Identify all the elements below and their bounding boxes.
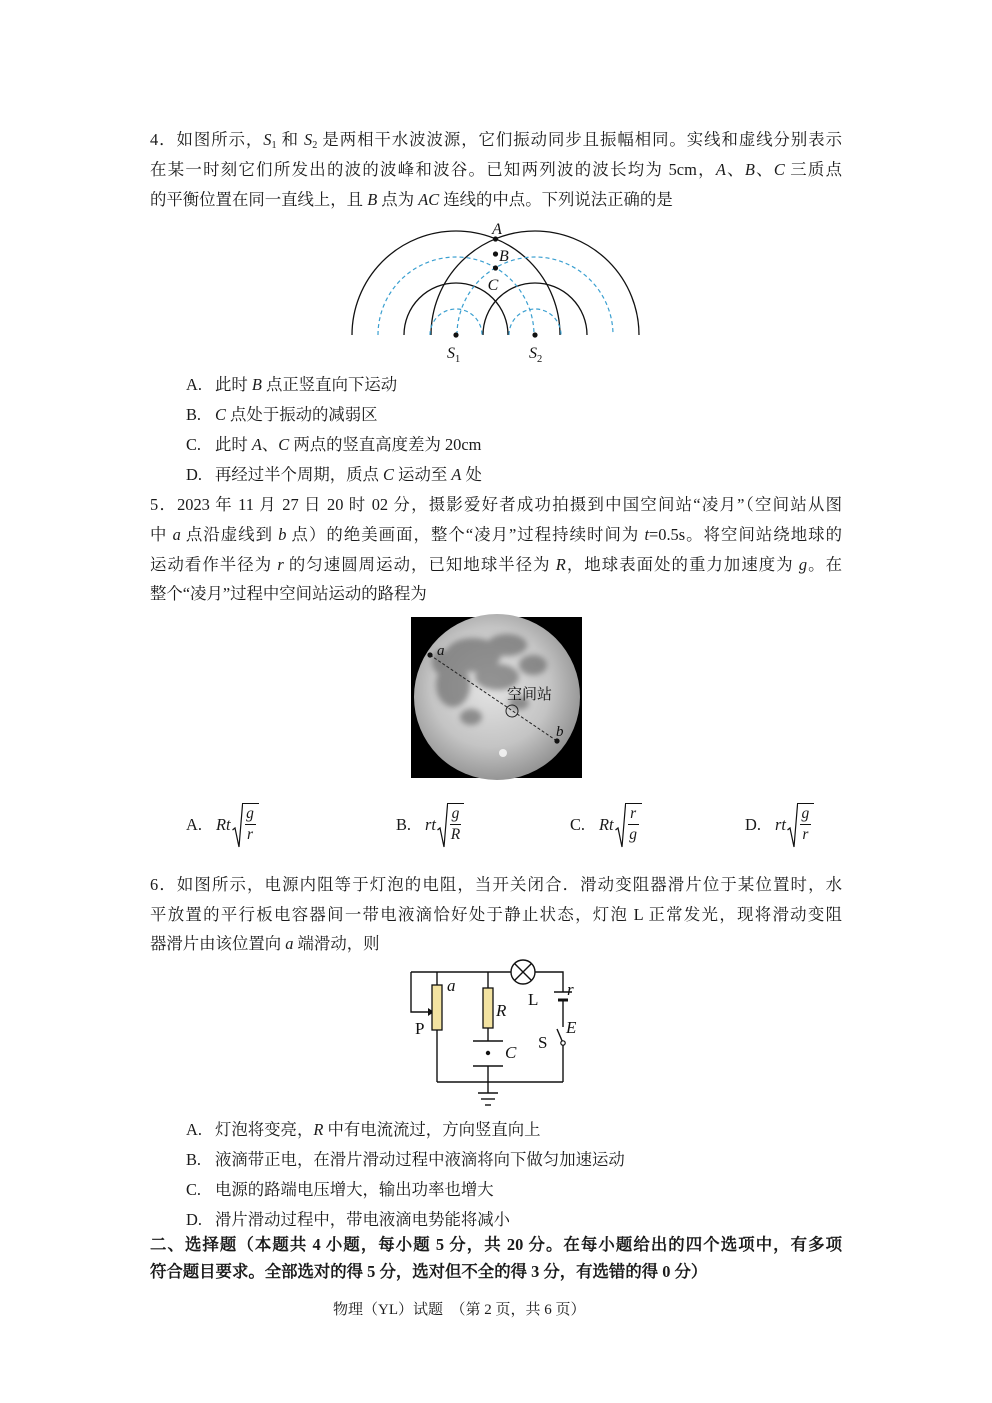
trough-arc-s2-inner <box>509 309 561 335</box>
source-s2-label <box>529 345 542 365</box>
space-station-label: 空间站 <box>507 687 553 703</box>
q5-option-d <box>745 801 814 849</box>
q6-option-c <box>186 1179 494 1201</box>
italic-symbol: S <box>263 130 272 149</box>
section-2-heading-line-2: 符合题目要求。全部选对的得 5 分，选对但不全的得 3 分，有选错的得 0 分） <box>150 1262 708 1281</box>
q4-option-b <box>186 404 378 426</box>
option-text: 灯泡将变亮，R 中有电流流过，方向竖直向上 <box>215 1120 541 1139</box>
moon-transit-photo <box>411 617 582 778</box>
q6-option-b <box>186 1149 625 1171</box>
fraction-denominator: r <box>246 826 254 844</box>
point-b-label: B <box>499 248 509 265</box>
option-text: 此时 B 点正竖直向下运动 <box>215 375 398 394</box>
q4-stem-line-3: 的平衡位置在同一直线上，且 B 点为 AC 连线的中点。下列说法正确的是 <box>150 190 673 209</box>
rheostat <box>432 985 442 1030</box>
point-c-label: C <box>487 277 499 294</box>
source-s1-symbol: S <box>447 345 455 362</box>
q4-option-c <box>186 434 481 456</box>
italic-symbol: C <box>773 160 785 179</box>
internal-resistance-label: r <box>567 980 574 999</box>
q4-stem-line-2: 在某一时刻它们所发出的波的波峰和波谷。已知两列波的波长均为 5cm，A、B、C 三质点 <box>150 160 843 179</box>
q6-stem-line-3: 器滑片由该位置向 a 端滑动，则 <box>150 934 380 953</box>
italic-symbol: g <box>798 555 808 574</box>
fraction-bar <box>800 824 811 825</box>
point-a-label: a <box>437 643 445 659</box>
page-footer: 物理（YL）试题 （第 2 页，共 6 页） <box>333 1302 586 1318</box>
option-letter: B. <box>186 405 202 424</box>
option-letter: A. <box>186 375 202 394</box>
option-letter: C. <box>186 435 202 454</box>
italic-symbol: B <box>367 190 378 209</box>
bright-crater <box>499 749 507 757</box>
italic-symbol: A <box>251 435 262 454</box>
option-text: 再经过半个周期，质点 C 运动至 A 处 <box>215 465 482 484</box>
option-text: 液滴带正电，在滑片滑动过程中液滴将向下做匀加速运动 <box>215 1150 625 1169</box>
formula-coefficient: rt <box>425 815 436 834</box>
fraction-numerator: g <box>451 805 460 822</box>
fraction-bar <box>245 824 256 825</box>
italic-symbol: a <box>172 525 181 544</box>
radicand-fraction <box>797 803 814 843</box>
subscript: 2 <box>312 140 318 152</box>
italic-symbol: a <box>285 934 294 953</box>
fraction-numerator: r <box>630 805 637 822</box>
italic-symbol: b <box>278 525 287 544</box>
italic-symbol: B <box>251 375 262 394</box>
lamp-l-label: L <box>528 990 539 1009</box>
q6-option-d <box>186 1209 510 1231</box>
fraction-bar <box>628 824 639 825</box>
crest-arc-s2-inner <box>483 283 587 335</box>
point-c-dot <box>493 265 498 270</box>
option-letter: D. <box>745 815 761 834</box>
resistor-r <box>483 988 493 1028</box>
source-s1-dot <box>453 332 458 337</box>
option-text: 电源的路端电压增大，输出功率也增大 <box>215 1180 494 1199</box>
q5-stem-line-2: 中 a 点沿虚线到 b 点）的绝美画面，整个“凌月”过程持续时间为 t=0.5s。将空间站绕地球的 <box>150 525 842 544</box>
option-letter: B. <box>396 815 412 834</box>
source-s2-subscript: 2 <box>537 354 543 365</box>
formula-coefficient: Rt <box>215 815 231 834</box>
switch-icon <box>557 1029 565 1045</box>
option-letter: A. <box>186 1120 202 1139</box>
point-b-label: b <box>556 724 564 740</box>
fraction-denominator: R <box>450 826 461 844</box>
italic-symbol: AC <box>418 190 440 209</box>
q5-stem-line-3: 运动看作半径为 r 的匀速圆周运动，已知地球半径为 R，地球表面处的重力加速度为 g。在 <box>150 555 842 574</box>
italic-symbol: A <box>715 160 726 179</box>
option-letter: A. <box>186 815 202 834</box>
option-text: 滑片滑动过程中，带电液滴电势能将减小 <box>215 1210 511 1229</box>
slider-wire <box>411 972 428 1012</box>
radicand-fraction <box>242 803 259 843</box>
option-letter: D. <box>186 465 202 484</box>
option-letter: B. <box>186 1150 202 1169</box>
option-letter: D. <box>186 1210 202 1229</box>
fraction-numerator: g <box>801 805 810 822</box>
formula-coefficient: Rt <box>599 815 614 834</box>
italic-symbol: t <box>644 525 650 544</box>
option-text: C 点处于振动的减弱区 <box>215 405 378 424</box>
italic-symbol: C <box>278 435 290 454</box>
point-a-label: A <box>492 221 502 238</box>
option-text: 此时 A、C 两点的竖直高度差为 20cm <box>215 435 482 454</box>
fraction-numerator: g <box>246 805 254 822</box>
italic-symbol: C <box>215 405 226 424</box>
q6-stem-line-2: 平放置的平行板电容器间一带电液滴恰好处于静止状态，灯泡 L 正常发光，现将滑动变阻 <box>150 905 842 924</box>
charged-droplet <box>486 1051 490 1055</box>
q6-stem-line-1: 6．如图所示，电源内阻等于灯泡的电阻，当开关闭合．滑动变阻器滑片位于某位置时，水 <box>150 875 842 894</box>
wave-interference-figure <box>340 215 650 365</box>
fraction-denominator: r <box>802 826 809 844</box>
q5-stem-line-4: 整个“凌月”过程中空间站运动的路程为 <box>150 584 427 603</box>
subscript: 1 <box>271 140 277 152</box>
ground-icon <box>478 1082 498 1105</box>
q4-stem-line-1: 4．如图所示，$S_1$ 和 $S_2$ 是两相干水波波源，它们振动同步且振幅相同。实线和虚线分别表示 <box>150 130 842 152</box>
source-s1-label <box>447 345 460 365</box>
slider-p-label: P <box>415 1019 425 1038</box>
fraction-bar <box>450 824 461 825</box>
fraction-denominator: g <box>629 826 637 844</box>
point-b-dot <box>493 251 498 256</box>
trough-arc-s2-outer <box>457 257 613 335</box>
q5-stem-line-1: 5．2023 年 11 月 27 日 20 时 02 分，摄影爱好者成功拍摄到中国空间站“凌月”（空间站从图 <box>150 495 842 514</box>
switch-s-label: S <box>538 1033 548 1052</box>
source-s2-symbol: S <box>529 345 537 362</box>
formula-coefficient: rt <box>774 815 786 834</box>
trough-arc-s1-inner <box>430 309 482 335</box>
resistor-r-label: R <box>496 1001 507 1020</box>
italic-symbol: A <box>451 465 462 484</box>
mare-patch <box>519 655 547 675</box>
italic-symbol: S <box>304 130 313 149</box>
q5-option-b <box>396 801 464 849</box>
top-wire-right <box>535 972 563 992</box>
italic-symbol: B <box>744 160 755 179</box>
q5-option-c <box>570 801 642 849</box>
q5-option-a <box>186 801 259 849</box>
capacitor-c-label: C <box>505 1043 517 1062</box>
mare-patch <box>460 709 482 725</box>
q4-option-d <box>186 464 482 486</box>
mare-patch <box>487 634 527 656</box>
source-s2-dot <box>532 332 537 337</box>
lamp-icon <box>511 960 535 984</box>
emf-e-label: E <box>566 1018 577 1037</box>
circuit-diagram <box>400 960 585 1115</box>
italic-symbol: r <box>277 555 284 574</box>
rheostat-end-a-label: a <box>447 976 456 995</box>
q4-option-a <box>186 374 397 396</box>
italic-symbol: C <box>383 465 394 484</box>
italic-symbol: R <box>555 555 566 574</box>
radicand-fraction <box>447 803 464 843</box>
q6-option-a <box>186 1119 541 1141</box>
source-s1-subscript: 1 <box>455 354 461 365</box>
trough-arc-s1-outer <box>378 257 534 335</box>
radicand-fraction <box>625 803 642 843</box>
point-a-dot <box>427 652 432 657</box>
option-letter: C. <box>570 815 586 834</box>
option-letter: C. <box>186 1180 202 1199</box>
section-2-heading-line-1: 二、选择题（本题共 4 小题，每小题 5 分，共 20 分。在每小题给出的四个选项中，有多项 <box>150 1235 842 1254</box>
italic-symbol: R <box>313 1120 324 1139</box>
